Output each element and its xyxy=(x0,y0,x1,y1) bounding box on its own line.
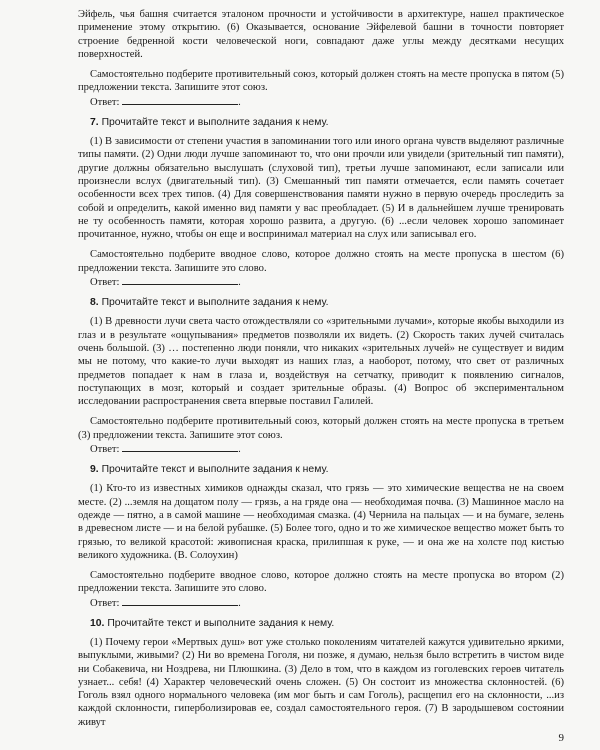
answer-label: Ответ: xyxy=(90,96,120,108)
task-7-title: Прочитайте текст и выполните задания к нему. xyxy=(101,117,329,129)
answer-end: . xyxy=(238,597,241,609)
task-8-title: Прочитайте текст и выполните задания к нему. xyxy=(101,297,329,309)
task-10-number: 10. xyxy=(90,617,105,629)
task-8-number: 8. xyxy=(90,297,99,309)
task-8-instruction: Самостоятельно подберите противительный союз, который должен стоять на месте пропуска в третьем (3) предложении текста. Запишите этот союз. xyxy=(78,416,564,441)
task-8-heading xyxy=(78,296,564,310)
task-10-title: Прочитайте текст и выполните задания к нему. xyxy=(107,617,335,629)
answer-line[interactable] xyxy=(122,275,238,285)
task-9-instruction: Самостоятельно подберите вводное слово, которое должно стоять на месте пропуска во втором (2) предложении текста. Запишите это слово. xyxy=(78,570,564,595)
answer-line[interactable] xyxy=(122,596,238,606)
answer-row-7 xyxy=(78,275,564,289)
task-7-instruction: Самостоятельно подберите вводное слово, которое должно стоять на месте пропуска в шестом (6) предложении текста. Запишите это слово. xyxy=(78,249,564,274)
task-9-title: Прочитайте текст и выполните задания к нему. xyxy=(101,464,329,476)
answer-line[interactable] xyxy=(122,95,238,105)
intro-paragraph: Эйфель, чья башня считается эталоном прочности и устойчивости в архитектуре, нашел практическое применение этому открытию. (6) Оказывается, основание Эйфелевой башни в точности повторяет строение бедренной кости человеческой ноги, совпадают даже углы между десятками несущих поверхностей. xyxy=(78,9,564,60)
task-10-text: (1) Почему герои «Мертвых душ» вот уже столько поколениям читателей кажутся удивительно яркими, выпуклыми, живыми? (2) Ни во времена Гоголя, ни позже, я думаю, нельзя было встретить в чистом виде ни Собакевича, ни Ноздрева, ни Плюшкина. (3) Дело в том, что в каждом из гоголевских героев читатель узнает... себя! (4) Характер человеческий очень сложен. (5) Он состоит из множества склонностей. (6) Гоголь взял одного нормального человека (им мог быть и сам Гоголь), расщепил его на склонности, ...из каждой склонности, гиперболизировав ее, создал самостоятельного героя. (7) В зародышевом состоянии живут xyxy=(78,636,564,728)
answer-row-8 xyxy=(78,442,564,456)
task-7-number: 7. xyxy=(90,117,99,129)
task-9-number: 9. xyxy=(90,464,99,476)
task-8-text: (1) В древности лучи света часто отождествляли со «зрительными лучами», которые якобы выходили из глаз и в результате «ощупывания» предметов позволяли их видеть. (2) Скорость таких лучей считалась очень большой. (3) … постепенно люди поняли, что никаких «зрительных лучей» не существует и видим мы не потому, что какие-то лучи выходят из наших глаз, а наоборот, потому, что свет от различных предметов попадает к нам в глаза и, воздействуя на сетчатку, приводит к появлению сигналов, поступающих в мозг, который и создает зрительные образы. (4) Вопрос об экспериментальном исследовании распространения света впервые поставил Галилей. xyxy=(78,316,564,408)
answer-end: . xyxy=(238,96,241,108)
task-10-heading xyxy=(78,617,564,631)
intro-instruction: Самостоятельно подберите противительный союз, который должен стоять на месте пропуска в пятом (5) предложении текста. Запишите этот союз. xyxy=(78,69,564,94)
answer-label: Ответ: xyxy=(90,597,120,609)
task-9-text: (1) Кто-то из известных химиков однажды сказал, что грязь — это химические вещества не на своем месте. (2) ...земля на дощатом полу — грязь, а на гряде она — необходимая почва. (3) Машинное масло на одежде — пятно, а в самой машине — необходимая смазка. (4) Чернила на пальцах — и на бумаге, зелень в древесном листе — и на белой рубашке. (5) Более того, одно и то же химическое вещество может быть то грязью, то великой красотой: живописная краска, прилипшая к руке, — и она же на холсте под кистью великого художника. (В. Солоухин) xyxy=(78,483,564,561)
answer-label: Ответ: xyxy=(90,277,120,289)
task-7-heading xyxy=(78,116,564,130)
page-number: 9 xyxy=(558,732,564,744)
answer-line[interactable] xyxy=(122,442,238,452)
answer-end: . xyxy=(238,277,241,289)
answer-row-6 xyxy=(78,95,564,109)
task-7-text: (1) В зависимости от степени участия в запоминании того или иного органа чувств выделяют различные типы памяти. (2) Одни люди лучше запоминают то, что они прочли или увидели (зрительный тип памяти), другие должны обязательно выслушать (слуховой тип), третьи лучше запоминают, если записали или произнесли вслух (двигательный тип). (3) Смешанный тип памяти отмечается, если память сочетает особенности всех трех типов. (4) Для совершенствования памяти нужно в первую очередь проследить за собой и определить, какой именно вид памяти у вас преобладает. (5) И в дальнейшем лучше тренировать не ту особенность памяти, которая хорошо развита, а другую. (6) ...если человек хорошо запоминает прочитанное, нужно, чтобы он еще и воспринимал материал на слух или записывал его. xyxy=(78,136,564,241)
task-9-heading xyxy=(78,463,564,477)
answer-label: Ответ: xyxy=(90,444,120,456)
answer-end: . xyxy=(238,444,241,456)
answer-row-9 xyxy=(78,596,564,610)
